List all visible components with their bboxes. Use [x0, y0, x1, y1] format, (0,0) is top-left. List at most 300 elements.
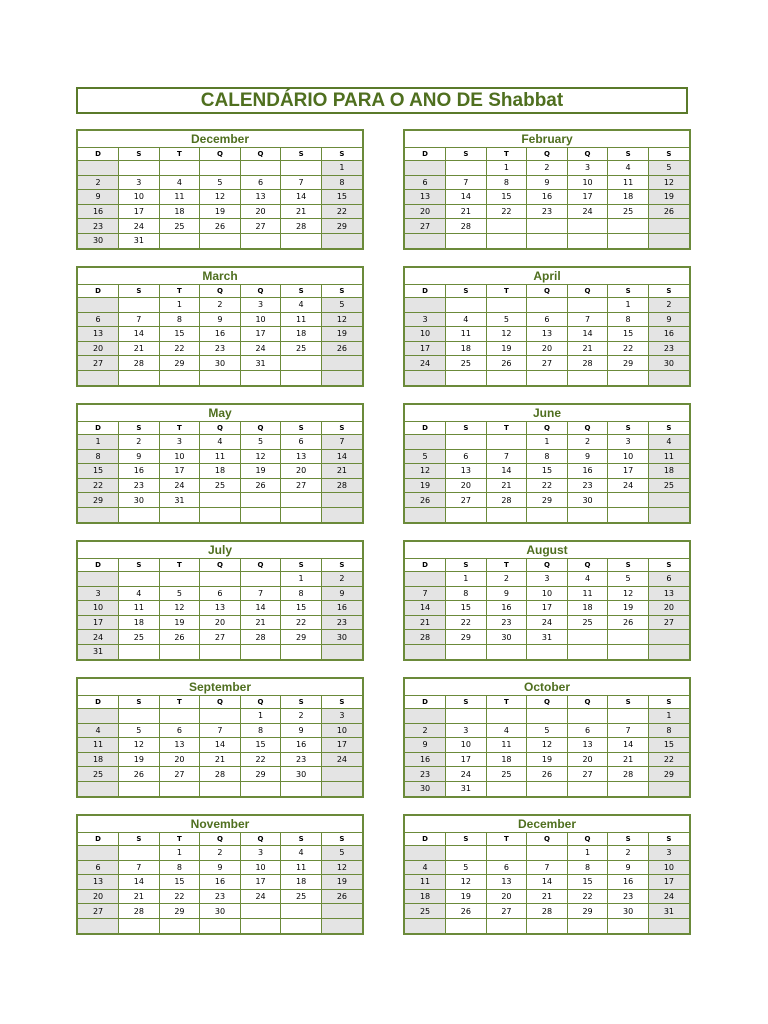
day-cell	[486, 435, 527, 450]
month-name: May	[78, 405, 362, 422]
day-cell: 19	[486, 341, 527, 356]
weekday-header-row	[78, 148, 362, 161]
weekday-label: S	[321, 559, 362, 572]
weekday-header-row	[405, 833, 689, 846]
day-cell: 7	[240, 586, 281, 601]
day-cell: 7	[608, 723, 649, 738]
week-row	[78, 161, 362, 176]
month-name: February	[405, 131, 689, 148]
week-row	[405, 478, 689, 493]
day-cell	[321, 644, 362, 658]
day-cell: 1	[486, 161, 527, 176]
day-cell: 27	[200, 630, 241, 645]
day-cell: 3	[527, 572, 568, 587]
weekday-label: Q	[240, 148, 281, 161]
day-cell: 16	[321, 601, 362, 616]
day-cell: 16	[119, 464, 160, 479]
day-cell	[119, 370, 160, 384]
day-cell: 14	[405, 601, 446, 616]
day-cell: 2	[281, 709, 322, 724]
day-cell: 10	[119, 190, 160, 205]
day-cell: 13	[159, 738, 200, 753]
weekday-label: D	[405, 696, 446, 709]
day-cell: 11	[281, 312, 322, 327]
weekday-label: S	[446, 696, 487, 709]
weekday-header-row	[78, 696, 362, 709]
day-cell: 28	[240, 630, 281, 645]
weekday-label: S	[321, 285, 362, 298]
day-cell: 20	[200, 615, 241, 630]
day-cell: 4	[486, 723, 527, 738]
day-cell: 24	[567, 204, 608, 219]
day-cell: 13	[200, 601, 241, 616]
day-cell	[159, 233, 200, 247]
day-cell: 15	[567, 875, 608, 890]
day-cell	[200, 507, 241, 521]
day-cell: 15	[159, 327, 200, 342]
weekday-header-row	[78, 285, 362, 298]
day-cell: 6	[240, 175, 281, 190]
day-cell: 19	[648, 190, 689, 205]
day-cell	[486, 507, 527, 521]
day-cell: 12	[527, 738, 568, 753]
day-cell	[159, 572, 200, 587]
day-cell	[608, 644, 649, 658]
day-cell: 24	[321, 752, 362, 767]
day-cell: 25	[281, 341, 322, 356]
day-cell: 30	[486, 630, 527, 645]
day-cell: 17	[567, 190, 608, 205]
day-cell	[405, 298, 446, 313]
week-row	[78, 615, 362, 630]
weekday-label: S	[321, 833, 362, 846]
day-cell: 21	[200, 752, 241, 767]
weekday-label: Q	[200, 696, 241, 709]
day-cell: 23	[200, 889, 241, 904]
day-cell: 11	[608, 175, 649, 190]
weekday-label: S	[608, 833, 649, 846]
day-cell	[159, 644, 200, 658]
day-cell: 17	[159, 464, 200, 479]
day-cell	[321, 493, 362, 508]
day-cell: 8	[527, 449, 568, 464]
day-cell: 3	[119, 175, 160, 190]
month-calendar	[403, 129, 691, 250]
day-cell: 1	[78, 435, 119, 450]
day-cell	[78, 507, 119, 521]
day-cell: 24	[527, 615, 568, 630]
weekday-label: T	[486, 559, 527, 572]
day-cell: 4	[281, 298, 322, 313]
day-cell	[648, 507, 689, 521]
day-cell: 29	[608, 356, 649, 371]
weekday-header-row	[78, 833, 362, 846]
day-cell	[200, 781, 241, 795]
day-cell	[281, 781, 322, 795]
week-row	[78, 464, 362, 479]
month-name: March	[78, 268, 362, 285]
day-cell	[78, 298, 119, 313]
day-cell: 11	[446, 327, 487, 342]
day-cell: 7	[527, 860, 568, 875]
day-cell	[567, 507, 608, 521]
day-cell: 17	[446, 752, 487, 767]
day-cell: 7	[281, 175, 322, 190]
day-cell	[567, 219, 608, 234]
week-row	[405, 190, 689, 205]
day-cell: 22	[240, 752, 281, 767]
week-row	[78, 860, 362, 875]
day-cell: 31	[648, 904, 689, 919]
day-cell: 31	[446, 781, 487, 795]
day-cell	[486, 709, 527, 724]
month-calendar	[403, 814, 691, 935]
weekday-label: S	[648, 422, 689, 435]
weekday-label: S	[119, 285, 160, 298]
day-cell: 11	[405, 875, 446, 890]
day-cell	[281, 161, 322, 176]
weekday-label: S	[446, 285, 487, 298]
day-cell: 5	[200, 175, 241, 190]
day-cell	[159, 161, 200, 176]
day-cell: 1	[527, 435, 568, 450]
weekday-label: D	[405, 559, 446, 572]
day-cell: 31	[159, 493, 200, 508]
day-cell: 12	[321, 312, 362, 327]
day-cell	[78, 370, 119, 384]
day-cell: 10	[446, 738, 487, 753]
day-cell: 11	[200, 449, 241, 464]
day-cell	[567, 298, 608, 313]
day-cell: 2	[321, 572, 362, 587]
weekday-label: D	[78, 559, 119, 572]
day-cell: 19	[321, 327, 362, 342]
weekday-header-row	[405, 422, 689, 435]
day-cell: 18	[567, 601, 608, 616]
weekday-label: S	[608, 696, 649, 709]
weekday-label: S	[281, 696, 322, 709]
day-cell: 26	[321, 341, 362, 356]
day-cell	[119, 781, 160, 795]
day-cell	[240, 233, 281, 247]
day-cell	[405, 233, 446, 247]
day-cell: 29	[281, 630, 322, 645]
month-name: August	[405, 542, 689, 559]
day-cell: 3	[608, 435, 649, 450]
day-cell	[200, 709, 241, 724]
month-calendar	[403, 540, 691, 661]
day-cell: 2	[200, 298, 241, 313]
weekday-header-row	[78, 559, 362, 572]
day-cell	[321, 507, 362, 521]
month-name: November	[78, 816, 362, 833]
day-cell	[321, 356, 362, 371]
day-cell: 1	[446, 572, 487, 587]
day-cell: 15	[281, 601, 322, 616]
weekday-label: D	[78, 422, 119, 435]
day-cell	[240, 572, 281, 587]
weekday-label: Q	[567, 833, 608, 846]
day-cell: 8	[240, 723, 281, 738]
day-cell: 21	[240, 615, 281, 630]
day-cell: 12	[321, 860, 362, 875]
day-cell: 3	[648, 846, 689, 861]
day-cell	[321, 918, 362, 932]
day-cell: 8	[159, 312, 200, 327]
day-cell: 26	[321, 889, 362, 904]
week-row	[78, 586, 362, 601]
week-row	[405, 175, 689, 190]
day-cell: 13	[446, 464, 487, 479]
month-name: July	[78, 542, 362, 559]
day-cell: 4	[608, 161, 649, 176]
weekday-label: Q	[527, 696, 568, 709]
day-cell: 29	[527, 493, 568, 508]
day-cell: 19	[527, 752, 568, 767]
weekday-label: S	[446, 559, 487, 572]
day-cell: 17	[321, 738, 362, 753]
day-cell: 3	[240, 846, 281, 861]
day-cell	[486, 644, 527, 658]
day-cell: 3	[405, 312, 446, 327]
week-row	[405, 752, 689, 767]
day-cell	[527, 219, 568, 234]
day-cell	[446, 507, 487, 521]
day-cell	[281, 493, 322, 508]
day-cell: 20	[405, 204, 446, 219]
day-cell: 1	[648, 709, 689, 724]
day-cell	[608, 493, 649, 508]
day-cell: 17	[608, 464, 649, 479]
weekday-header-row	[405, 696, 689, 709]
day-cell	[648, 781, 689, 795]
day-cell: 4	[281, 846, 322, 861]
day-cell: 22	[527, 478, 568, 493]
day-cell: 6	[567, 723, 608, 738]
page-title: CALENDÁRIO PARA O ANO DE Shabbat	[200, 89, 564, 111]
day-cell: 16	[486, 601, 527, 616]
weekday-label: T	[486, 148, 527, 161]
day-cell: 1	[159, 298, 200, 313]
week-row	[405, 464, 689, 479]
day-cell: 20	[446, 478, 487, 493]
day-cell: 10	[608, 449, 649, 464]
day-cell: 18	[159, 204, 200, 219]
day-cell: 11	[281, 860, 322, 875]
day-cell: 20	[78, 341, 119, 356]
week-row	[78, 738, 362, 753]
day-cell: 25	[119, 630, 160, 645]
day-cell: 29	[446, 630, 487, 645]
day-cell: 20	[567, 752, 608, 767]
day-cell	[240, 781, 281, 795]
day-cell: 15	[486, 190, 527, 205]
day-cell: 11	[159, 190, 200, 205]
day-cell: 15	[240, 738, 281, 753]
day-cell	[486, 781, 527, 795]
weekday-label: T	[159, 422, 200, 435]
day-cell	[567, 781, 608, 795]
day-cell: 21	[567, 341, 608, 356]
weekday-label: Q	[240, 285, 281, 298]
day-cell: 22	[648, 752, 689, 767]
day-cell: 23	[321, 615, 362, 630]
day-cell: 23	[486, 615, 527, 630]
week-row	[78, 781, 362, 795]
day-cell: 1	[608, 298, 649, 313]
day-cell: 9	[281, 723, 322, 738]
day-cell	[405, 370, 446, 384]
day-cell	[486, 233, 527, 247]
month-table	[405, 148, 689, 248]
weekday-label: S	[281, 833, 322, 846]
day-cell: 31	[78, 644, 119, 658]
weekday-label: S	[648, 148, 689, 161]
day-cell: 10	[567, 175, 608, 190]
day-cell: 12	[608, 586, 649, 601]
day-cell	[446, 370, 487, 384]
day-cell: 16	[527, 190, 568, 205]
day-cell: 16	[200, 327, 241, 342]
day-cell	[608, 370, 649, 384]
week-row	[405, 738, 689, 753]
day-cell: 15	[527, 464, 568, 479]
day-cell: 4	[78, 723, 119, 738]
day-cell: 20	[648, 601, 689, 616]
day-cell: 14	[119, 875, 160, 890]
day-cell: 9	[608, 860, 649, 875]
day-cell: 9	[321, 586, 362, 601]
day-cell	[608, 219, 649, 234]
weekday-label: Q	[527, 422, 568, 435]
weekday-label: S	[281, 422, 322, 435]
day-cell	[446, 709, 487, 724]
month-table	[78, 833, 362, 933]
weekday-label: S	[446, 422, 487, 435]
day-cell	[446, 161, 487, 176]
day-cell	[240, 918, 281, 932]
day-cell	[200, 370, 241, 384]
day-cell: 2	[119, 435, 160, 450]
day-cell: 10	[648, 860, 689, 875]
day-cell: 25	[200, 478, 241, 493]
day-cell: 6	[78, 312, 119, 327]
day-cell: 4	[405, 860, 446, 875]
day-cell	[78, 572, 119, 587]
weekday-label: Q	[567, 422, 608, 435]
day-cell	[159, 918, 200, 932]
weekday-label: Q	[240, 559, 281, 572]
day-cell	[321, 781, 362, 795]
day-cell: 18	[200, 464, 241, 479]
weekday-label: D	[405, 833, 446, 846]
day-cell: 27	[159, 767, 200, 782]
day-cell: 23	[200, 341, 241, 356]
day-cell	[240, 644, 281, 658]
day-cell: 25	[446, 356, 487, 371]
day-cell	[240, 161, 281, 176]
day-cell: 12	[240, 449, 281, 464]
title-box	[76, 87, 688, 114]
day-cell: 5	[159, 586, 200, 601]
day-cell: 25	[567, 615, 608, 630]
day-cell: 30	[281, 767, 322, 782]
day-cell	[281, 904, 322, 919]
week-row	[405, 219, 689, 234]
week-row	[78, 723, 362, 738]
day-cell: 13	[527, 327, 568, 342]
day-cell: 13	[567, 738, 608, 753]
day-cell	[527, 781, 568, 795]
day-cell: 3	[321, 709, 362, 724]
day-cell	[567, 918, 608, 932]
day-cell: 24	[240, 341, 281, 356]
weekday-label: T	[159, 148, 200, 161]
day-cell: 18	[405, 889, 446, 904]
weekday-header-row	[405, 285, 689, 298]
weekday-label: S	[119, 422, 160, 435]
day-cell: 30	[200, 904, 241, 919]
day-cell: 24	[608, 478, 649, 493]
weekday-label: T	[159, 285, 200, 298]
weekday-label: D	[405, 422, 446, 435]
month-calendar	[76, 403, 364, 524]
day-cell	[405, 507, 446, 521]
day-cell: 10	[405, 327, 446, 342]
weekday-header-row	[78, 422, 362, 435]
weekday-label: Q	[240, 696, 281, 709]
day-cell: 17	[119, 204, 160, 219]
day-cell: 30	[648, 356, 689, 371]
weekday-label: S	[446, 833, 487, 846]
day-cell: 17	[240, 875, 281, 890]
week-row	[405, 630, 689, 645]
weekday-label: S	[281, 559, 322, 572]
day-cell	[648, 630, 689, 645]
day-cell: 5	[321, 846, 362, 861]
day-cell	[159, 507, 200, 521]
day-cell: 15	[648, 738, 689, 753]
day-cell	[446, 644, 487, 658]
day-cell: 2	[78, 175, 119, 190]
day-cell: 5	[119, 723, 160, 738]
day-cell	[119, 709, 160, 724]
day-cell: 7	[486, 449, 527, 464]
day-cell	[567, 233, 608, 247]
week-row	[78, 219, 362, 234]
month-name: December	[78, 131, 362, 148]
day-cell: 11	[567, 586, 608, 601]
day-cell	[648, 233, 689, 247]
day-cell: 28	[119, 904, 160, 919]
weekday-label: D	[78, 285, 119, 298]
month-name: April	[405, 268, 689, 285]
week-row	[78, 435, 362, 450]
day-cell: 26	[119, 767, 160, 782]
day-cell: 20	[527, 341, 568, 356]
day-cell: 3	[159, 435, 200, 450]
day-cell: 17	[405, 341, 446, 356]
day-cell: 8	[78, 449, 119, 464]
day-cell: 19	[446, 889, 487, 904]
day-cell: 8	[608, 312, 649, 327]
day-cell: 2	[405, 723, 446, 738]
day-cell: 10	[240, 312, 281, 327]
week-row	[78, 204, 362, 219]
day-cell: 13	[486, 875, 527, 890]
day-cell: 28	[608, 767, 649, 782]
day-cell: 22	[446, 615, 487, 630]
